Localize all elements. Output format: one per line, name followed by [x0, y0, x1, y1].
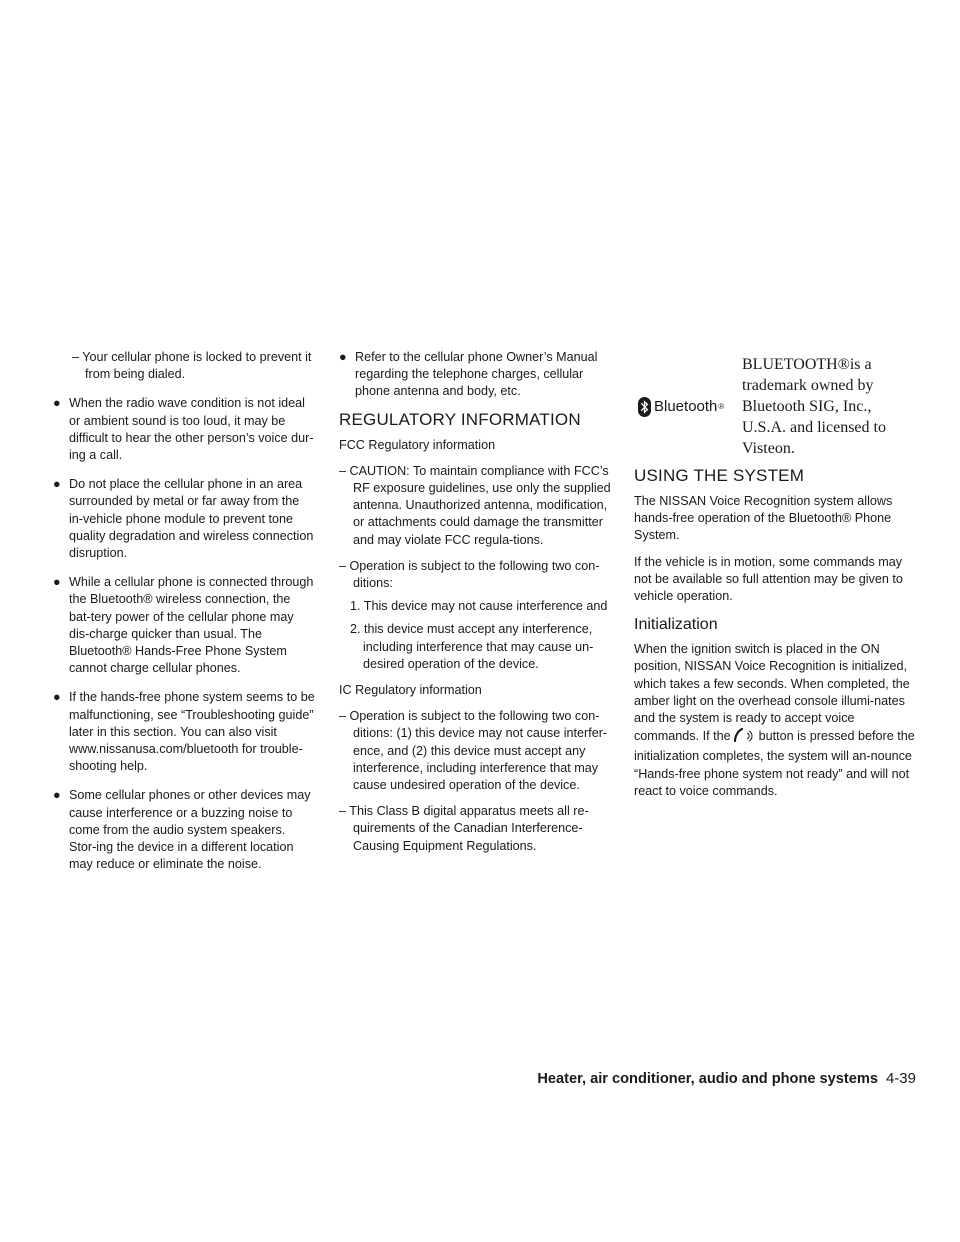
ic-operation: – Operation is subject to the following two con-ditions: (1) this device may not cause interfer-ence, and (2) this device must accept any interference, including interference that may cause undesired operation of the device. — [339, 709, 608, 793]
fcc-condition-2: 2. this device must accept any interference, including interference that may cause un-desired operation of the device. — [350, 622, 594, 671]
bullet-item — [53, 787, 315, 873]
bullet-text: If the hands-free phone system seems to be malfunctioning, see “Troubleshooting guide” later in this section. You can also visit www.nissanusa.com/bluetooth for trouble-shooting help. — [69, 690, 315, 774]
section-heading-regulatory: REGULATORY INFORMATION — [339, 409, 581, 429]
ic-class-b: – This Class B digital apparatus meets all re-quirements of the Canadian Interference-Causing Equipment Regulations. — [339, 804, 589, 853]
fcc-caution: – CAUTION: To maintain compliance with FCC’s RF exposure guidelines, use only the supplied antenna. Unauthorized antenna, modification, or attachments could damage the transmitter and may violate FCC regula-tions. — [339, 463, 611, 547]
subheading-initialization: Initialization — [634, 616, 718, 634]
bullet-text: Refer to the cellular phone Owner’s Manual regarding the telephone charges, cellular phone antenna and body, etc. — [355, 350, 598, 399]
para-initialization — [634, 641, 915, 800]
bullet-text: Some cellular phones or other devices may cause interference or a buzzing noise to come from the audio system speakers. Stor-ing the device in a different location may reduce or eliminate the noise. — [69, 788, 311, 872]
bullet-dot-icon: ● — [53, 690, 61, 705]
fcc-operation: – Operation is subject to the following two con-ditions: — [339, 558, 600, 591]
bluetooth-icon — [638, 397, 651, 417]
bluetooth-logo-block — [634, 349, 915, 457]
bullet-item — [53, 689, 315, 775]
bullet-item — [339, 349, 612, 401]
column-left — [53, 349, 315, 873]
intro-dash-item: – Your cellular phone is locked to prevent it from being dialed. — [72, 350, 312, 382]
page-number: 4-39 — [885, 1070, 916, 1087]
bullet-item — [53, 574, 315, 677]
bluetooth-logo — [638, 397, 724, 417]
trademark-notice: BLUETOOTH®is a trademark owned by Bluetooth SIG, Inc., U.S.A. and licensed to Visteon. — [742, 356, 886, 457]
bullet-dot-icon: ● — [53, 396, 61, 411]
bullet-item — [53, 476, 315, 562]
ic-label: IC Regulatory information — [339, 683, 482, 698]
para-voice-recognition: The NISSAN Voice Recognition system allows hands-free operation of the Bluetooth® Phone System. — [634, 494, 893, 543]
bullet-dot-icon: ● — [53, 788, 61, 803]
section-heading-using-system: USING THE SYSTEM — [634, 466, 805, 485]
fcc-condition-1: 1. This device may not cause interference and — [350, 599, 608, 614]
bullet-text: While a cellular phone is connected through the Bluetooth® wireless connection, the bat-tery power of the cellular phone may dis-charge quicker than usual. The Bluetooth® Hands-Free Phone System cannot charge cellular phones. — [69, 575, 314, 676]
bullet-dot-icon: ● — [339, 350, 347, 364]
bullet-text: Do not place the cellular phone in an area surrounded by metal or far away from the in-vehicle phone module to prevent tone quality degradation and wireless connection disruption. — [69, 477, 314, 561]
bullet-text: When the radio wave condition is not ideal or ambient sound is too loud, it may be difficult to hear the other person’s voice dur-ing a call. — [69, 396, 314, 463]
bluetooth-logo-text: Bluetooth — [654, 398, 718, 416]
para-vehicle-motion: If the vehicle is in motion, some commands may not be available so full attention may be given to vehicle operation. — [634, 554, 903, 604]
phone-talk-icon — [733, 727, 755, 748]
bullet-item — [53, 395, 315, 464]
bluetooth-logo-reg: ® — [718, 402, 725, 412]
init-text-before: When the ignition switch is placed in the ON position, NISSAN Voice Recognition is initialized, which takes a few seconds. When completed, the amber light on the overhead console illumi-nates and the system is ready to accept voice commands. If the — [634, 642, 910, 744]
fcc-label: FCC Regulatory information — [339, 437, 496, 452]
bullet-dot-icon: ● — [53, 477, 61, 492]
column-right — [634, 349, 915, 800]
column-middle — [339, 349, 612, 855]
init-text-after: button is pressed before the initialization completes, the system will an-nounce “Hands-free phone system not ready” and will not react to voice commands. — [634, 729, 915, 798]
page-footer — [537, 1070, 916, 1087]
footer-section-title: Heater, air conditioner, audio and phone systems — [537, 1071, 878, 1087]
bullet-dot-icon: ● — [53, 575, 61, 590]
